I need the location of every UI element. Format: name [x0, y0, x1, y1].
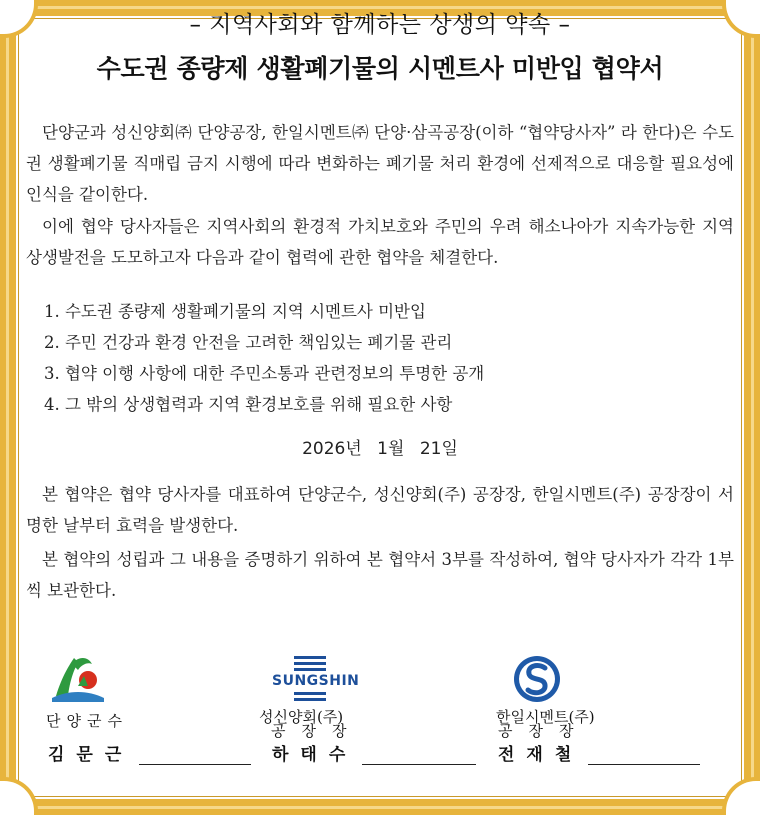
sungshin-logo-text: SUNGSHIN: [272, 673, 360, 689]
signatory-org: 한일시멘트(주): [496, 708, 595, 726]
list-item: 1. 수도권 종량제 생활폐기물의 지역 시멘트사 미반입: [44, 302, 426, 321]
agreement-content: [26, 4, 734, 606]
purpose-text: 이에 협약 당사자들은 지역사회의 환경적 가치보호와 주민의 우려 해소나아가 지속가능한 지역 상생발전을 도모하고자 다음과 같이 협력에 관한 협약을 체결한다.: [26, 217, 734, 267]
signatory-role: 공장장: [498, 722, 590, 740]
signatory-name: 전재철: [498, 745, 584, 765]
signature-line: [588, 764, 700, 765]
document-title: 수도권 종량제 생활폐기물의 시멘트사 미반입 협약서: [96, 54, 664, 83]
effect-paragraph: [26, 479, 734, 541]
sungshin-logo: [272, 656, 360, 708]
preamble-text: 단양군과 성신양회㈜ 단양공장, 한일시멘트㈜ 단양·삼곡공장(이하 “협약당사자” 라 한다)은 수도권 생활폐기물 직매립 금지 시행에 따라 변화하는 폐기물 처리 환경에 선제적으로 대응할 필요성에 인식을 같이한다.: [26, 123, 734, 204]
purpose-paragraph: [26, 211, 734, 273]
agreement-items: [26, 296, 734, 420]
signatory-name: 김문근: [48, 745, 134, 765]
hanil-cement-logo: [512, 654, 562, 704]
copies-text: 본 협약의 성립과 그 내용을 증명하기 위하여 본 협약서 3부를 작성하여, 협약 당사자가 각각 1부씩 보관한다.: [26, 550, 734, 600]
signature-area: [26, 650, 734, 780]
signature-line: [362, 764, 476, 765]
signatory-name: 하태수: [272, 745, 358, 765]
effect-text: 본 협약은 협약 당사자를 대표하여 단양군수, 성신양회(주) 공장장, 한일시멘트(주) 공장장이 서명한 날부터 효력을 발생한다.: [26, 485, 734, 535]
preamble-paragraph: [26, 117, 734, 210]
signatory-org: 단양군수: [46, 712, 128, 730]
list-item: 4. 그 밖의 상생협력과 지역 환경보호를 위해 필요한 사항: [44, 395, 453, 414]
signatory-org: 성신양회(주): [259, 708, 344, 726]
agreement-date: 2026년 1월 21일: [302, 439, 458, 459]
list-item: 2. 주민 건강과 환경 안전을 고려한 책임있는 폐기물 관리: [44, 333, 453, 352]
list-item: 3. 협약 이행 사항에 대한 주민소통과 관련정보의 투명한 공개: [44, 364, 485, 383]
signature-line: [139, 764, 251, 765]
copies-paragraph: [26, 544, 734, 606]
signatory-role: 공장장: [271, 722, 363, 740]
document-subtitle: – 지역사회와 함께하는 상생의 약속 –: [189, 12, 571, 38]
danyang-county-logo: [48, 652, 108, 704]
